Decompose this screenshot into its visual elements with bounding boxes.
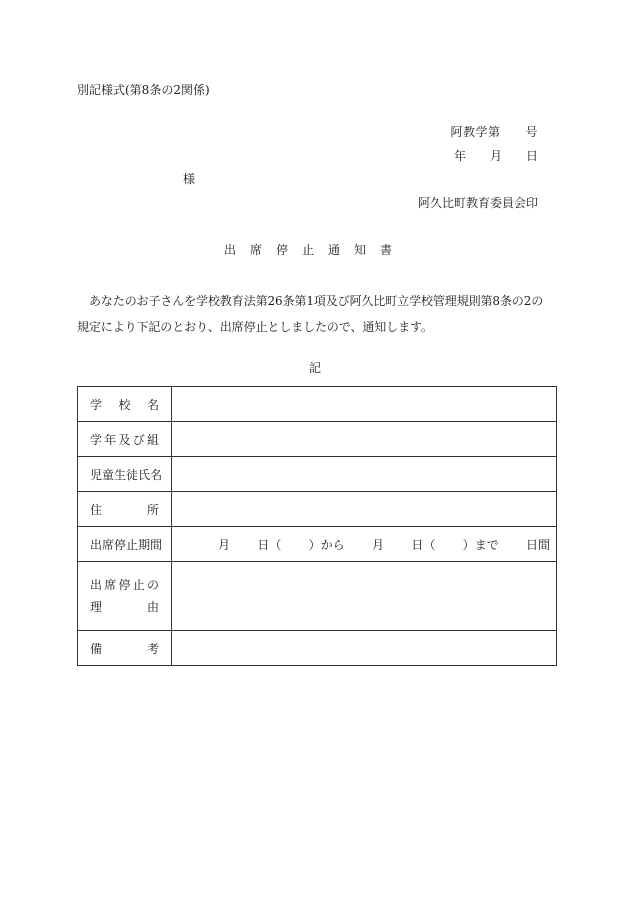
student-name-label bbox=[78, 457, 172, 492]
period-label-char-5: 間 bbox=[150, 537, 163, 552]
address-label-text bbox=[90, 501, 159, 518]
document-number: 阿教学第 号 bbox=[450, 125, 538, 139]
reason-label-char-2: 停 bbox=[118, 578, 131, 592]
grade-class-label-char-0: 学 bbox=[90, 432, 103, 447]
remarks-label-kou: 考 bbox=[146, 641, 159, 656]
address-label-char-1: 所 bbox=[146, 502, 159, 517]
address-label-char-0: 住 bbox=[90, 502, 103, 517]
sender: 阿久比町教育委員会印 bbox=[417, 196, 538, 210]
period-month-start: 月 bbox=[218, 537, 231, 552]
notice-table bbox=[77, 386, 557, 666]
reason-value[interactable] bbox=[172, 562, 557, 631]
reason-label bbox=[78, 562, 172, 631]
period-label-text bbox=[90, 536, 163, 553]
student-name-label-char-5: 名 bbox=[150, 467, 163, 482]
reason-label-line2 bbox=[90, 596, 159, 618]
period-value[interactable] bbox=[172, 527, 557, 562]
body-paragraph: あなたのお子さんを学校教育法第26条第1項及び阿久比町立学校管理規則第8条の2の規定により下記のとおり、出席停止としましたので、通知します。 bbox=[77, 294, 544, 334]
student-name-label-char-2: 生 bbox=[114, 467, 127, 482]
grade-class-label-char-3: び bbox=[132, 432, 145, 447]
student-name-label-text bbox=[90, 466, 163, 483]
form-label: 別記様式(第8条の2関係) bbox=[77, 83, 210, 97]
table-row-reason bbox=[78, 562, 557, 631]
remarks-label-text bbox=[90, 640, 159, 657]
document-date: 年 月 日 bbox=[453, 149, 538, 163]
table-row-school-name bbox=[78, 387, 557, 422]
table-row-address bbox=[78, 492, 557, 527]
school-name-label-char-1: 校 bbox=[118, 397, 131, 412]
reason-label-yu: 由 bbox=[146, 600, 159, 614]
table-row-period bbox=[78, 527, 557, 562]
address-label bbox=[78, 492, 172, 527]
period-label-char-0: 出 bbox=[90, 537, 103, 552]
reason-label-line1 bbox=[90, 574, 159, 596]
period-label-char-4: 期 bbox=[138, 537, 151, 552]
period-from: ）から bbox=[308, 537, 345, 552]
reason-label-char-3: 止 bbox=[132, 578, 145, 592]
grade-class-value[interactable] bbox=[172, 422, 557, 457]
student-name-value[interactable] bbox=[172, 457, 557, 492]
period-template bbox=[172, 536, 556, 553]
reason-label-char-0: 出 bbox=[90, 578, 103, 592]
grade-class-label-char-2: 及 bbox=[118, 432, 131, 447]
period-label bbox=[78, 527, 172, 562]
period-until: ）まで bbox=[462, 537, 499, 552]
student-name-label-char-0: 児 bbox=[90, 467, 103, 482]
student-name-label-char-1: 童 bbox=[102, 467, 115, 482]
grade-class-label-char-4: 組 bbox=[146, 432, 159, 447]
grade-class-label-char-1: 年 bbox=[104, 432, 117, 447]
period-label-char-1: 席 bbox=[102, 537, 115, 552]
student-name-label-char-4: 氏 bbox=[138, 467, 151, 482]
grade-class-label bbox=[78, 422, 172, 457]
period-label-char-2: 停 bbox=[114, 537, 127, 552]
period-month-end: 月 bbox=[371, 537, 384, 552]
school-name-value[interactable] bbox=[172, 387, 557, 422]
student-name-label-char-3: 徒 bbox=[126, 467, 139, 482]
reason-label-ri: 理 bbox=[90, 600, 103, 614]
school-name-label-char-2: 名 bbox=[146, 397, 159, 412]
remarks-label-bi: 備 bbox=[90, 641, 103, 656]
remarks-label bbox=[78, 631, 172, 666]
ki-heading: 記 bbox=[308, 361, 321, 375]
addressee: 様 bbox=[183, 172, 196, 186]
school-name-label bbox=[78, 387, 172, 422]
period-label-char-3: 止 bbox=[126, 537, 139, 552]
remarks-value[interactable] bbox=[172, 631, 557, 666]
table-row-student-name bbox=[78, 457, 557, 492]
reason-label-char-1: 席 bbox=[104, 578, 117, 592]
period-days: 日間 bbox=[525, 537, 550, 552]
address-value[interactable] bbox=[172, 492, 557, 527]
period-day-end: 日（ bbox=[411, 537, 436, 552]
document-title: 出席停止通知書 bbox=[223, 243, 406, 257]
period-day-start: 日（ bbox=[257, 537, 282, 552]
table-row-grade-class bbox=[78, 422, 557, 457]
reason-label-char-4: の bbox=[146, 578, 159, 592]
school-name-label-char-0: 学 bbox=[90, 397, 103, 412]
grade-class-label-text bbox=[90, 431, 159, 448]
school-name-label-text bbox=[90, 396, 159, 413]
table-row-remarks bbox=[78, 631, 557, 666]
